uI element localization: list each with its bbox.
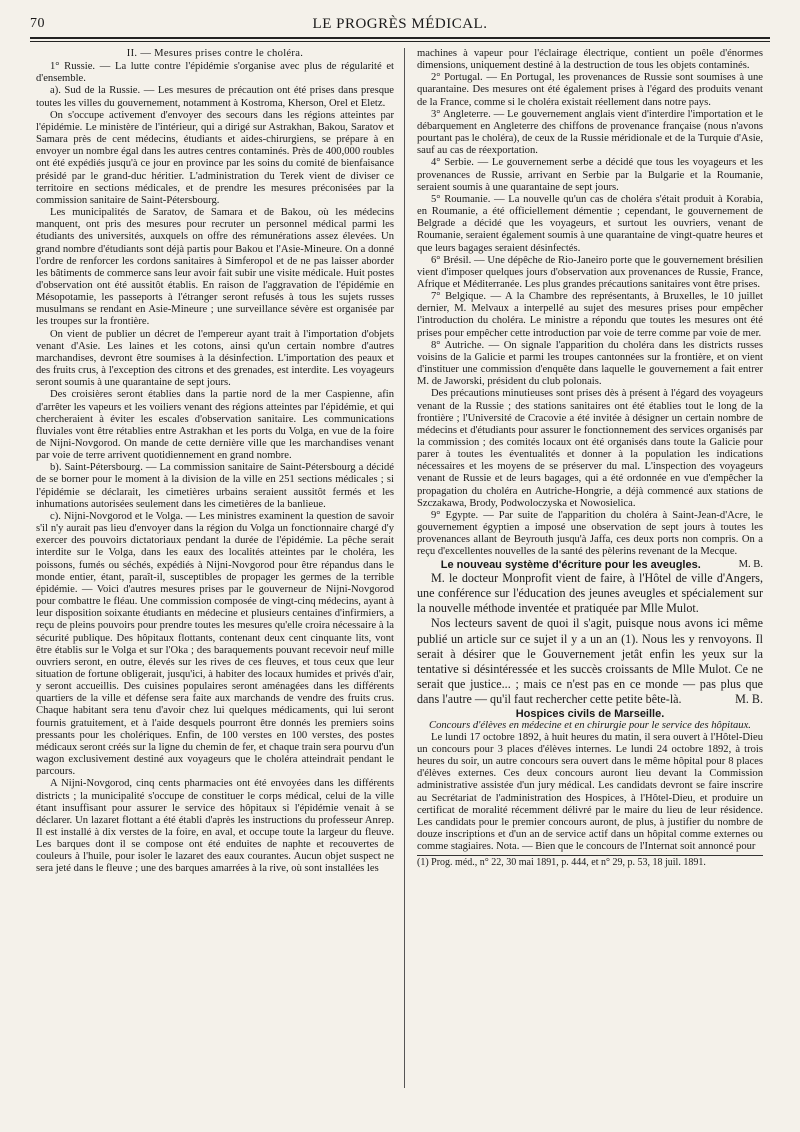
paragraph: M. le docteur Monprofit vient de faire, à l'Hôtel de ville d'Angers, une conférence sur l'éducation des jeunes aveugles et spécialement sur la nouvelle méthode inventée et pratiquée par Mlle Mulot. bbox=[417, 570, 763, 616]
article-body bbox=[417, 571, 763, 708]
right-column bbox=[417, 48, 763, 1118]
author-signature: M. B. bbox=[738, 558, 763, 570]
paragraph: 4° Serbie. — Le gouvernement serbe a décidé que tous les voyageurs et les provenances de Russie, arrivant en Serbie par la Bulgarie et la Roumanie, seraient soumis à une quarantaine de sept jours. bbox=[417, 157, 763, 193]
paragraph: a). Sud de la Russie. — Les mesures de précaution ont été prises dans presque toutes les villes du gouvernement, notamment à Kostroma, Kherson, Orel et Eletz. bbox=[36, 85, 394, 109]
paragraph: On s'occupe activement d'envoyer des secours dans les régions atteintes par l'épidémie. Le ministère de l'intérieur, qui a dirigé sur Astrakhan, Bakou, Saratov et Samara près de cent médecins, étudiants et aides-chirurgiens, se prépare à en envoyer un nombre égal dans les autres centres contaminés. Près de 400,000 roubles ont été expédiés jusqu'à ce jour en province par les soins du comité de bienfaisance présidé par le grand-duc héritier. L'administration du Terek vient de diviser ce territoire en sections médicales, et de prendre les mesures préconisées par la commission sanitaire de Saint-Pétersbourg. bbox=[36, 109, 394, 206]
paragraph: Les municipalités de Saratov, de Samara et de Bakou, où les médecins manquent, ont pris des mesures pour recruter un personnel médical parmi les étudiants des universités, auxquels on offre des rémunérations assez élevées. Un grand nombre d'étudiants sont déjà partis pour Bakou et l'Asie-Mineure. On a donné l'ordre de renforcer les cordons sanitaires à Simferopol et de ne pas laisser aborder les bâtiments de commerce sans leur avoir fait subir une visite médicale. Huit postes d'observation ont été aussitôt établis. En raison de l'aggravation de l'épidémie en Mésopotamie, les passeports à l'étranger seront refusés à tous les sujets russes musulmans se rendant en Asie-Mineure ; une surveillance sévère est organisée par les troupes sur la frontière. bbox=[36, 207, 394, 328]
left-column bbox=[36, 48, 394, 1118]
column-divider bbox=[404, 48, 405, 1088]
journal-title: LE PROGRÈS MÉDICAL. bbox=[312, 16, 488, 32]
paragraph: Le lundi 17 octobre 1892, à huit heures du matin, il sera ouvert à l'Hôtel-Dieu un concours pour 3 places d'élèves internes. Le lundi 24 octobre 1892, à trois heures du soir, un autre concours sera ouvert dans le même hôpital pour 8 places d'élèves externes. Ces deux concours auront lieu devant la Commission administrative assistée d'un jury médical. Les candidats devront se faire inscrire au Secrétariat de l'administration des Hospices, à l'Hôtel-Dieu, et produire un certificat de moralité récemment délivré par le maire du lieu de leur résidence. Les candidats pour le premier concours auront, de plus, à justifier du nombre de douze inscriptions et d'un an de service actif dans un hôpital comme externes ou comme stagiaires. Nota. — Bien que le concours de l'Internat soit annoncé pour bbox=[417, 731, 763, 853]
paragraph: A Nijni-Novgorod, cinq cents pharmacies ont été envoyées dans les différents districts ; la municipalité s'occupe de constituer le corps médical, celui de la ville étant insuffisant pour assurer le service des hôpitaux si l'épidémie venait à se déclarer. Un lazaret flottant a été établi d'après les instructions du professeur Anrep. Il est installé à dix verstes de la foire, en aval, et occupe toute la largeur du fleuve. Les barques dont il se compose ont été enduites de naphte et recouvertes de couleurs à l'huile, pour isoler le lazaret des eaux courantes. Aucun objet suspect ne sera jeté dans le fleuve ; une des barques amarrées à la rive, où sont installées les bbox=[36, 778, 394, 875]
section-heading: II. — Mesures prises contre le choléra. bbox=[126, 48, 304, 59]
paragraph: Des croisières seront établies dans la partie nord de la mer Caspienne, afin d'arrêter les vapeurs et les voiliers venant des régions atteintes par l'épidémie, et qui chercheraient à éviter les escales d'observation sanitaire. Les communications fluviales vont être rétablies entre Astrakhan et les ports du Volga, en vue de la foire de Nijni-Novgorod. On mande de cette dernière ville que les marchandises venant par voie de terre arrivent quotidiennement en grand nombre. bbox=[36, 389, 394, 462]
paragraph: machines à vapeur pour l'éclairage électrique, contient un poêle d'énormes dimensions, uniquement destiné à la destruction de tous les objets contaminés. bbox=[417, 48, 763, 72]
page-number: 70 bbox=[30, 16, 45, 31]
header-rule-thin bbox=[30, 41, 770, 42]
paragraph: 8° Autriche. — On signale l'apparition du choléra dans les districts russes voisins de la Galicie et parmi les troupes cantonnées sur la frontière, et on vient d'instituer une commission d'enquête dans laquelle le gouvernement a fait entrer M. de Jaworski, président du club polonais. bbox=[417, 339, 763, 388]
paragraph: 1° Russie. — La lutte contre l'épidémie s'organise avec plus de régularité et d'ensemble. bbox=[36, 61, 394, 85]
paragraph: 5° Roumanie. — La nouvelle qu'un cas de choléra s'était produit à Korabia, en Roumanie, a été officiellement démentie ; cependant, le gouvernement de Belgrade a décidé que les voyageurs, et surtout les ouvriers, venant de Roumanie, seraient également soumis à une quarantaine de vingt-quatre heures et que leurs bagages seraient désinfectés. bbox=[417, 193, 763, 254]
paragraph-text: 9° Egypte. — Par suite de l'apparition du choléra à Saint-Jean-d'Acre, le gouvernement égyptien a imposé une observation de sept jours à toutes les provenances allant de Beyrouth jusqu'à Jaffa, ces deux ports non compris. On a reçu d'excellentes nouvelles de la santé des pèlerins revenant de la Mecque. bbox=[417, 509, 763, 558]
paragraph: b). Saint-Pétersbourg. — La commission sanitaire de Saint-Pétersbourg a décidé de se borner pour le moment à la division de la ville en 251 sections médicales ; si l'épidémie se déclarait, les cimetières urbains seraient aussitôt fermés et les inhumations autorisées seulement dans les cimetières de la banlieue. bbox=[36, 462, 394, 510]
author-signature: M. B. bbox=[735, 692, 763, 707]
paragraph: c). Nijni-Novgorod et le Volga. — Les ministres examinent la question de savoir s'il n'y aurait pas lieu d'envoyer dans la région du Volga un fonctionnaire chargé d'y exercer des pouvoirs dictatoriaux pendant la durée de l'épidémie. La pêche serait interdite sur le Volga, dans les eaux des localités atteintes par le choléra, les poissons, fumés ou séchés, expédiés à Nijni-Novgorod pour être répandus dans le monde entier, étant, paraît-il, susceptibles de propager les germes de la terrible épidémie. — Voici d'autres mesures prises par le gouverneur de Nijni-Novgorod pour combattre le fléau. Une commission composée de vingt-cinq médecins, ayant à leur disposition soixante étudiants en médecine et plusieurs centaines d'infirmiers, a reçu de pleins pouvoirs pour prendre toutes les mesures qu'elle croira nécessaire à la sécurité publique. Des hôpitaux flottants, contenant deux cent cinquante lits, vont être établis sur le Volga et sur l'Oka ; des baraquements pouvant recevoir neuf mille ouvriers seront, en outre, élevés sur les rives de ces fleuves, et tous ceux que leur situation de fortune obligerait, jusqu'ici, à habiter des locaux humides et privés d'air, y seront accueillis. Des cuisines populaires seront aménagées dans les différents quartiers de la ville et défense sera faite aux marchands de vendre des fruits crus. Chaque habitant sera tenu d'avoir chez lui quelques médicaments, qui lui seront fournis gratuitement, et à l'aide desquels pourront être donnés les premiers soins pressants pour les cholériques. Enfin, de 100 verstes en 100 verstes, des postes médicaux seront créés sur la ligne du chemin de fer, et chaque train sera pourvu d'un wagon exclusivement destiné aux voyageurs que le choléra atteindrait pendant le parcours. bbox=[36, 510, 394, 778]
article-subtitle: Concours d'élèves en médecine et en chirurgie pour le service des hôpitaux. bbox=[429, 719, 751, 731]
paragraph bbox=[417, 616, 763, 707]
paragraph-text: Nos lecteurs savent de quoi il s'agit, puisque nous avons ici même publié un article sur ce sujet il y a un an (1). Nous les y renvoyons. Il serait à désirer que le Gouvernement jetât enfin les yeux sur la tentative si désintéressée et les succès croissants de Mlle Mulot. Ce ne serait que justice... ; mais ce n'est pas en ce monde — pas plus que dans l'autre — qu'il faut rechercher cette petite bête-là. bbox=[417, 616, 763, 707]
article-title: Le nouveau système d'écriture pour les aveugles. bbox=[440, 558, 701, 571]
paragraph: 6° Brésil. — Une dépêche de Rio-Janeiro porte que le gouvernement brésilien vient d'imposer quelques jours d'observation aux provenances de Russie, France, Afrique et Méditerranée. Les plus grandes précautions sanitaires vont être prises. bbox=[417, 254, 763, 290]
paragraph: 2° Portugal. — En Portugal, les provenances de Russie sont soumises à une quarantaine. Des mesures ont été également prises à l'égard des produits venant de la France, comme si le choléra existait réellement dans notre pays. bbox=[417, 72, 763, 108]
footnote: (1) Prog. méd., n° 22, 30 mai 1891, p. 444, et n° 29, p. 53, 18 juil. 1891. bbox=[417, 857, 706, 869]
paragraph: 7° Belgique. — A la Chambre des représentants, à Bruxelles, le 10 juillet dernier, M. Melvaux a interpellé au sujet des mesures prises pour empêcher l'introduction du choléra. Le ministre a répondu que toutes les mesures ont été prises pour empêcher cette introduction par voie de terre comme par voie de mer. bbox=[417, 291, 763, 339]
paragraph: Des précautions minutieuses sont prises dès à présent à l'égard des voyageurs venant de la Russie ; des stations sanitaires ont été établies tout le long de la frontière ; l'Université de Cracovie a été invitée à désigner un certain nombre de médecins et d'étudiants pour assurer le fonctionnement des services organisés par la commission ; des comités locaux ont été organisés dans toute la Galicie pour parer à toutes les éventualités et donner à la population les indications nécessaires et les moyens de se préserver du mal. L'inspection des voyageurs venant de Russie et de leurs bagages, qui a été ordonnée en vue d'empêcher la propagation du choléra en Autriche-Hongrie, a déjà commencé aux stations de Szczakawa, Brody, Podwoloczyska et Nowosielica. bbox=[417, 388, 763, 509]
footnote-rule bbox=[417, 855, 763, 856]
paragraph: 3° Angleterre. — Le gouvernement anglais vient d'interdire l'importation et le débarquement en Angleterre des chiffons de provenance française (nous n'avons pourtant pas le choléra), de ceux de la Russie méridionale et de la Turquie d'Asie, sauf au cas de réexportation. bbox=[417, 108, 763, 157]
article-title: Hospices civils de Marseille. bbox=[515, 707, 665, 720]
paragraph: On vient de publier un décret de l'empereur ayant trait à l'importation d'objets venant d'Asie. Les laines et les cotons, ainsi qu'un certain nombre d'autres marchandises, devront être soumises à la désinfection. L'importation des peaux et des fruits crus, à l'exception des citrons et des grenades, est interdite. Les voyageurs seront soumis à une quarantaine de sept jours. bbox=[36, 328, 394, 389]
page-header bbox=[30, 14, 770, 36]
header-rule-thick bbox=[30, 37, 770, 39]
